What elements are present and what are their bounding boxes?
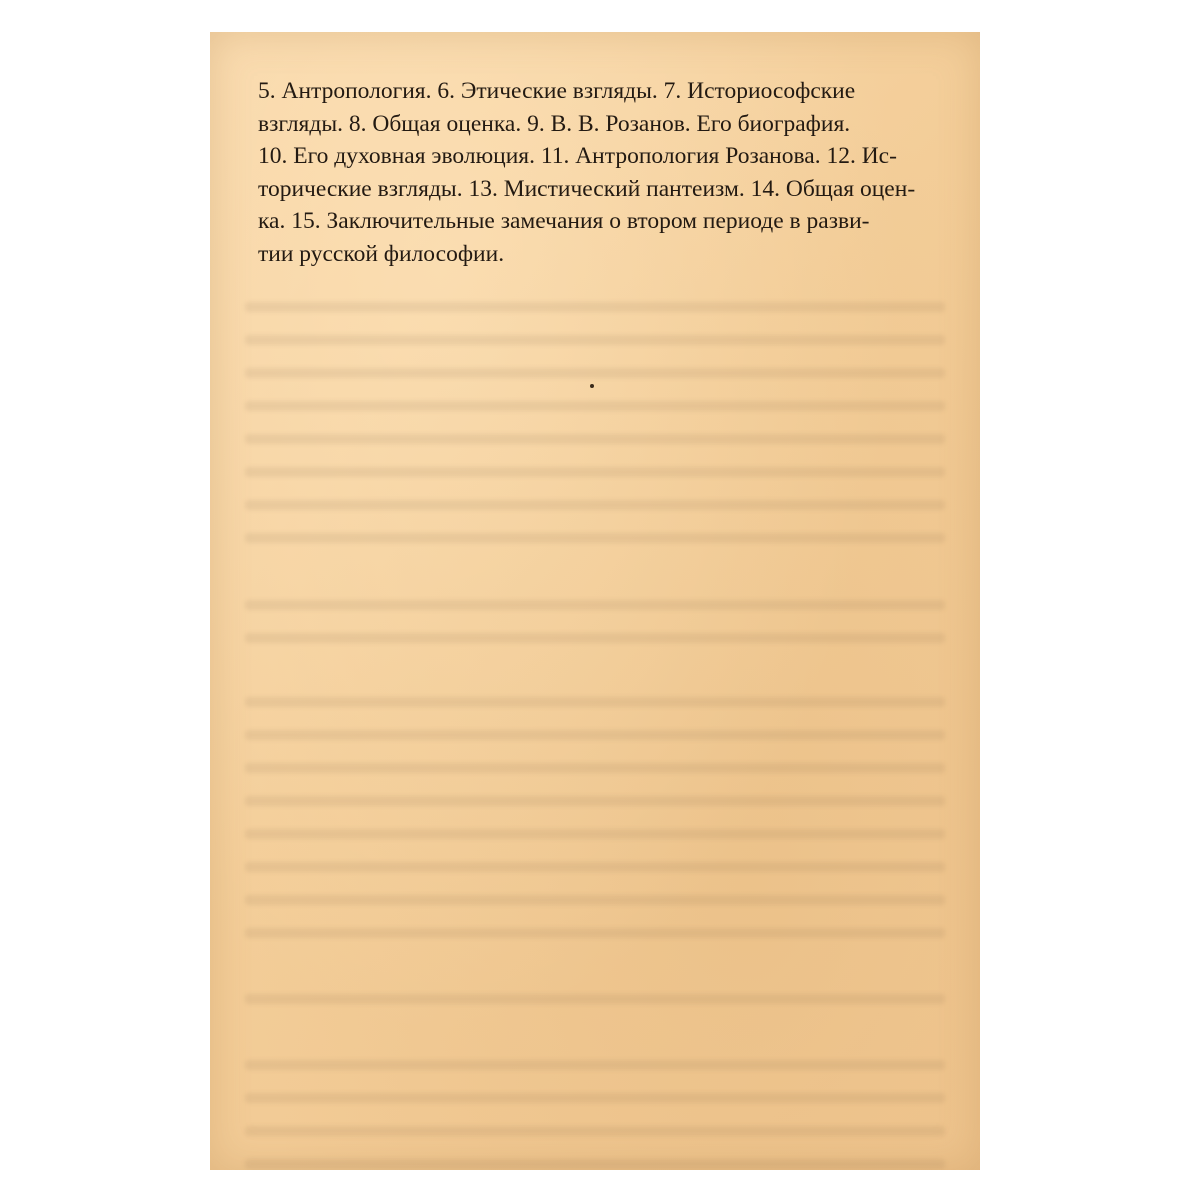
bleed-through-line [245,401,945,411]
text-line: 10. Его духовная эволюция. 11. Антропология Розанова. 12. Ис- [258,143,897,169]
bleed-through-line [245,829,945,839]
bleed-through-line [245,928,945,938]
bleed-through-line [245,1159,945,1169]
bleed-through-line [245,994,945,1004]
text-line: 5. Антропология. 6. Этические взгляды. 7. Историософские [258,78,856,104]
bleed-through-line [245,467,945,477]
contents-paragraph [258,75,958,270]
bleed-through-line [245,633,945,643]
bleed-through-line [245,1060,945,1070]
bleed-through-line [245,335,945,345]
text-line: взгляды. 8. Общая оценка. 9. В. В. Розанов. Его биография. [258,110,851,137]
bleed-through-line [245,862,945,872]
bleed-through-line [245,533,945,543]
paper-speck [590,384,594,388]
bleed-through-line [245,302,945,312]
bleed-through-line [245,1093,945,1103]
bleed-through-line [245,434,945,444]
book-page [210,32,980,1170]
text-line: торические взгляды. 13. Мистический пантеизм. 14. Общая оцен- [258,175,916,202]
bleed-through-line [245,730,945,740]
bleed-through-line [245,600,945,610]
bleed-through-line [245,500,945,510]
bleed-through-line [245,796,945,806]
text-line: ка. 15. Заключительные замечания о втором периоде в разви- [258,208,870,234]
bleed-through-line [245,697,945,707]
text-line: тии русской философии. [258,240,505,267]
bleed-through-line [245,763,945,773]
bleed-through-line [245,368,945,378]
bleed-through-line [245,1126,945,1136]
bleed-through-line [245,895,945,905]
